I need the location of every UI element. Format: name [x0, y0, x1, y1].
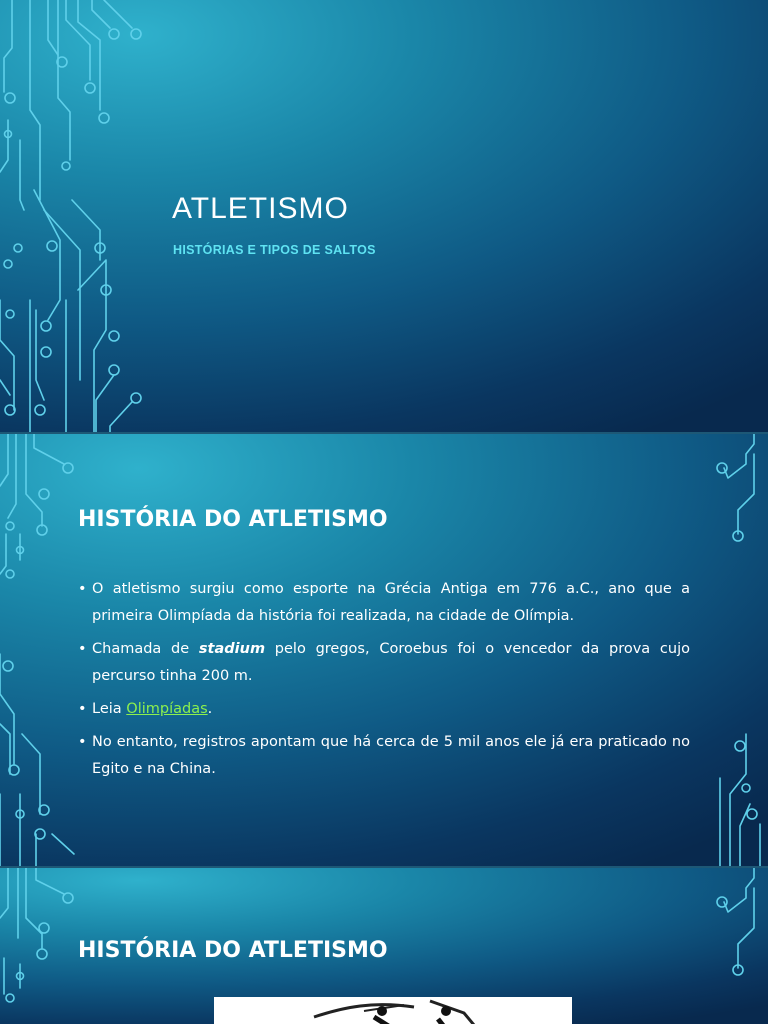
bullet-item: • Leia Olimpíadas. — [78, 696, 690, 723]
circuit-decoration-right — [690, 868, 768, 1024]
circuit-decoration-left — [0, 0, 160, 432]
presentation-title: ATLETISMO — [172, 192, 349, 225]
athletics-illustration — [214, 997, 572, 1024]
bullet-item: • O atletismo surgiu como esporte na Grécia Antiga em 776 a.C., ano que a primeira Olimpíada da história foi realizada, na cidade de Olímpia. — [78, 576, 690, 630]
circuit-decoration-left — [0, 868, 80, 1024]
bullet-item: • Chamada de stadium pelo gregos, Coroebus foi o vencedor da prova cujo percurso tinha 200 m. — [78, 636, 690, 690]
presentation-subtitle: HISTÓRIAS E TIPOS DE SALTOS — [173, 243, 376, 257]
circuit-decoration-right — [690, 434, 768, 866]
history-slide — [0, 434, 768, 866]
slide-heading: HISTÓRIA DO ATLETISMO — [78, 938, 388, 963]
pole-vault-icon — [214, 997, 572, 1024]
circuit-decoration-left — [0, 434, 80, 866]
bullet-item: • No entanto, registros apontam que há cerca de 5 mil anos ele já era praticado no Egito e na China. — [78, 729, 690, 783]
title-slide — [0, 0, 768, 432]
history-slide-2 — [0, 868, 768, 1024]
olimpiadas-link[interactable]: Olimpíadas — [126, 701, 208, 717]
slide-heading: HISTÓRIA DO ATLETISMO — [78, 507, 388, 532]
emphasis-text: stadium — [198, 641, 266, 657]
bullet-list — [78, 576, 690, 789]
